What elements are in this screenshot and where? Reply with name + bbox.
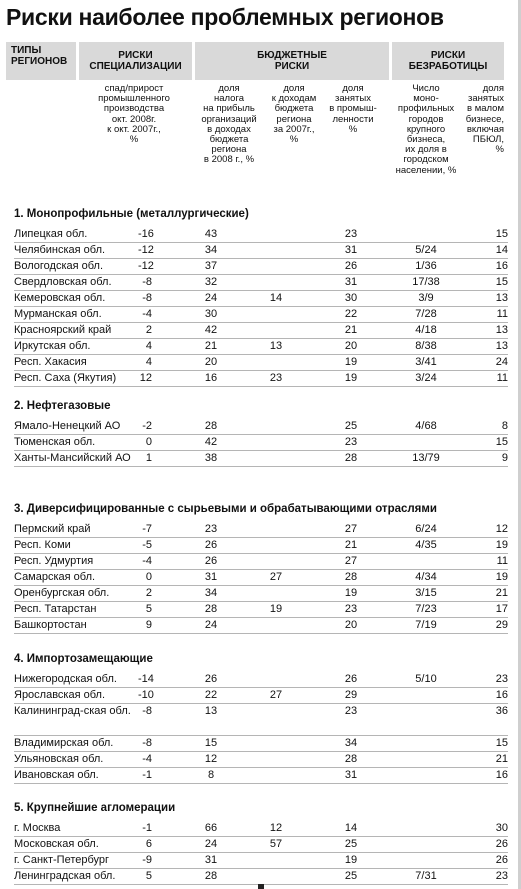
header-specialization-risks (79, 42, 192, 80)
cell-v3: 12 (269, 822, 283, 834)
cell-v2: 24 (204, 292, 218, 304)
cell-v6: 36 (495, 705, 508, 717)
cell-v4: 19 (344, 356, 358, 368)
header-label: СПЕЦИАЛИЗАЦИИ (89, 61, 182, 72)
subheader-line: % (348, 123, 358, 135)
region-name: Челябинская обл. (14, 244, 106, 256)
subheader-line: в промыш- (329, 103, 377, 115)
subheader-line: доля (482, 83, 504, 94)
cell-v3: 27 (269, 689, 283, 701)
cell-v1: 4 (145, 356, 152, 368)
cell-v1: -4 (142, 308, 152, 320)
cell-v6: 30 (495, 822, 508, 834)
header-label: ТИПЫ (11, 45, 42, 56)
cell-v3: 27 (269, 571, 283, 583)
region-name: Вологодская обл. (14, 260, 104, 272)
cell-v1: -16 (138, 228, 154, 240)
region-name: г. Москва (14, 822, 61, 834)
table-row (14, 306, 508, 323)
table-row (14, 585, 508, 602)
subheader-line: % (495, 144, 504, 156)
header-budget-risks (195, 42, 389, 80)
cell-v5: 3/9 (418, 292, 434, 304)
cell-v5: 4/68 (415, 420, 437, 432)
cell-v2: 23 (204, 523, 218, 535)
cell-v1: -8 (142, 705, 152, 717)
cell-v1: 2 (145, 587, 152, 599)
cell-v4: 23 (344, 436, 358, 448)
table-row (14, 521, 508, 538)
subheader-line: крупного (406, 123, 446, 135)
table-row (14, 671, 508, 688)
cell-v6: 26 (495, 838, 508, 850)
subheader-line: моно- (413, 93, 439, 105)
cell-v6: 16 (495, 769, 508, 781)
header-unemployment-risks (392, 42, 504, 80)
cell-v2: 28 (204, 603, 218, 615)
subheader-s6 (458, 84, 504, 155)
region-name: Респ. Хакасия (14, 356, 87, 368)
subheader-line: организаций (201, 113, 257, 125)
region-name: Пермский край (14, 523, 91, 535)
cell-v6: 13 (495, 292, 508, 304)
table-row (14, 751, 508, 768)
region-name: Кемеровская обл. (14, 292, 106, 304)
cell-v6: 14 (495, 244, 508, 256)
cell-v6: 19 (495, 571, 508, 583)
table-row (14, 735, 508, 752)
subheader-s1 (86, 84, 182, 145)
cell-v6: 24 (495, 356, 508, 368)
cell-v5: 3/15 (415, 587, 437, 599)
region-name: Респ. Татарстан (14, 603, 97, 615)
subheader-line: профильных (397, 103, 455, 115)
cell-v2: 31 (204, 571, 218, 583)
region-name: Московская обл. (14, 838, 99, 850)
cell-v4: 20 (344, 340, 358, 352)
cell-v4: 19 (344, 372, 358, 384)
cell-v2: 28 (204, 870, 218, 882)
table-row (14, 354, 508, 371)
cell-v5: 7/28 (415, 308, 437, 320)
cell-v2: 43 (204, 228, 218, 240)
cell-v2: 42 (204, 436, 218, 448)
region-name: Респ. Удмуртия (14, 555, 94, 567)
cell-v4: 34 (344, 737, 358, 749)
subheader-line: к доходам (271, 93, 317, 105)
cell-v5: 6/24 (415, 523, 437, 535)
subheader-line: их доля в (405, 144, 447, 156)
cell-v2: 15 (204, 737, 218, 749)
cell-v1: -7 (142, 523, 152, 535)
region-name: Иркутская обл. (14, 340, 91, 352)
subheader-line: за 2007г., (273, 123, 315, 135)
header-label: БЮДЖЕТНЫЕ (257, 50, 327, 61)
cell-v1: -1 (142, 769, 152, 781)
subheader-line: % (289, 134, 299, 146)
page-marker (258, 884, 264, 889)
cell-v4: 25 (344, 870, 358, 882)
region-name: Свердловская обл. (14, 276, 112, 288)
cell-v6: 13 (495, 340, 508, 352)
cell-v3: 23 (269, 372, 283, 384)
table-row (14, 450, 508, 467)
cell-v6: 11 (496, 555, 508, 567)
table-row (14, 370, 508, 387)
region-name: Ямало-Ненецкий АО (14, 420, 121, 432)
cell-v6: 15 (495, 737, 508, 749)
cell-v6: 12 (495, 523, 508, 535)
subheader-line: городов (408, 113, 444, 125)
cell-v1: 9 (145, 619, 152, 631)
cell-v6: 15 (495, 228, 508, 240)
cell-v5: 3/24 (415, 372, 437, 384)
cell-v1: -2 (142, 420, 152, 432)
subheader-line: ПБЮЛ, (472, 134, 504, 146)
cell-v2: 66 (204, 822, 218, 834)
table-row (14, 274, 508, 291)
cell-v2: 26 (204, 673, 218, 685)
subheader-line: доля (218, 83, 240, 94)
subheader-line: бизнесе, (465, 113, 504, 125)
subheader-line: на прибыль (203, 103, 255, 115)
cell-v2: 26 (204, 539, 218, 551)
cell-v3: 13 (269, 340, 283, 352)
subheader-line: налога (213, 93, 244, 105)
cell-v2: 16 (204, 372, 218, 384)
cell-v1: -4 (142, 555, 152, 567)
cell-v2: 13 (204, 705, 218, 717)
cell-v4: 27 (344, 523, 358, 535)
cell-v2: 28 (204, 420, 218, 432)
cell-v3: 57 (269, 838, 283, 850)
cell-v1: -4 (142, 753, 152, 765)
subheader-line: в малом (467, 103, 504, 115)
subheader-line: производства (103, 103, 165, 115)
cell-v4: 29 (344, 689, 358, 701)
region-name: Калининград-ская обл. (14, 705, 131, 717)
cell-v4: 23 (344, 705, 358, 717)
subheader-line: к окт. 2007г., (107, 123, 161, 135)
cell-v2: 31 (204, 854, 218, 866)
cell-v4: 14 (344, 822, 358, 834)
subheader-line: % (129, 134, 139, 146)
cell-v2: 32 (204, 276, 218, 288)
subheader-line: в доходах (207, 123, 251, 135)
cell-v5: 7/19 (415, 619, 437, 631)
subheader-s4 (324, 84, 382, 135)
cell-v2: 24 (204, 838, 218, 850)
cell-v6: 21 (495, 587, 508, 599)
subheader-s2 (196, 84, 262, 166)
cell-v5: 5/10 (415, 673, 437, 685)
header-region-types (6, 42, 76, 80)
header-label: БЕЗРАБОТИЦЫ (408, 61, 488, 72)
cell-v6: 16 (495, 260, 508, 272)
cell-v4: 25 (344, 420, 358, 432)
region-name: Ленинградская обл. (14, 870, 116, 882)
cell-v1: 5 (145, 870, 152, 882)
cell-v2: 37 (204, 260, 218, 272)
cell-v4: 23 (344, 603, 358, 615)
cell-v4: 28 (344, 571, 358, 583)
cell-v5: 7/31 (415, 870, 437, 882)
cell-v4: 31 (344, 244, 358, 256)
table-row (14, 569, 508, 586)
section-title: 3. Диверсифицированные с сырьевыми и обрабатывающими отраслями (14, 503, 437, 515)
cell-v5: 3/41 (415, 356, 437, 368)
cell-v1: -12 (138, 260, 154, 272)
cell-v4: 31 (344, 769, 358, 781)
cell-v2: 26 (204, 555, 218, 567)
subheader-line: доля (342, 83, 364, 94)
cell-v1: -12 (138, 244, 154, 256)
region-name: Владимирская обл. (14, 737, 114, 749)
cell-v5: 17/38 (412, 276, 440, 288)
table-row (14, 703, 508, 736)
cell-v1: -5 (142, 539, 152, 551)
cell-v1: -8 (142, 737, 152, 749)
cell-v1: -8 (142, 292, 152, 304)
cell-v1: 12 (139, 372, 152, 384)
cell-v4: 21 (344, 539, 358, 551)
table-row (14, 418, 508, 435)
table-row (14, 434, 508, 451)
subheader-line: бюджета (274, 103, 314, 115)
cell-v5: 1/36 (415, 260, 437, 272)
section-title: 1. Монопрофильные (металлургические) (14, 208, 249, 220)
cell-v6: 13 (495, 324, 508, 336)
subheader-line: региона (276, 113, 312, 125)
subheader-line: спад/прирост (104, 83, 164, 94)
region-name: г. Санкт-Петербург (14, 854, 110, 866)
subheader-line: промышленного (98, 93, 170, 105)
subheader-line: включая (466, 123, 504, 135)
cell-v6: 9 (501, 452, 508, 464)
table-row (14, 537, 508, 554)
cell-v4: 26 (344, 260, 358, 272)
cell-v6: 29 (495, 619, 508, 631)
region-name: Ханты-Мансийский АО (14, 452, 131, 464)
cell-v2: 21 (204, 340, 218, 352)
cell-v6: 23 (495, 673, 508, 685)
cell-v4: 26 (344, 673, 358, 685)
cell-v4: 25 (344, 838, 358, 850)
region-name: Тюменская обл. (14, 436, 96, 448)
region-name: Ярославская обл. (14, 689, 106, 701)
table-row (14, 242, 508, 259)
region-name: Ивановская обл. (14, 769, 99, 781)
subheader-line: ленности (332, 113, 374, 125)
table-row (14, 852, 508, 869)
cell-v4: 30 (344, 292, 358, 304)
cell-v6: 15 (495, 436, 508, 448)
cell-v4: 23 (344, 228, 358, 240)
cell-v6: 11 (496, 372, 508, 384)
table-row (14, 338, 508, 355)
cell-v5: 5/24 (415, 244, 437, 256)
subheader-line: в 2008 г., % (203, 154, 255, 166)
cell-v2: 30 (204, 308, 218, 320)
cell-v2: 12 (204, 753, 218, 765)
cell-v2: 34 (204, 587, 218, 599)
cell-v6: 17 (495, 603, 508, 615)
region-name: Респ. Коми (14, 539, 71, 551)
cell-v1: 5 (145, 603, 152, 615)
cell-v1: -8 (142, 276, 152, 288)
cell-v4: 28 (344, 452, 358, 464)
subheader-line: городском (403, 154, 449, 166)
cell-v1: 1 (145, 452, 152, 464)
cell-v1: -14 (138, 673, 154, 685)
cell-v6: 15 (495, 276, 508, 288)
cell-v5: 4/18 (415, 324, 437, 336)
region-name: Липецкая обл. (14, 228, 88, 240)
subheader-line: занятых (468, 93, 504, 105)
table-row (14, 553, 508, 570)
region-name: Мурманская обл. (14, 308, 102, 320)
cell-v5: 7/23 (415, 603, 437, 615)
cell-v6: 21 (495, 753, 508, 765)
region-name: Оренбургская обл. (14, 587, 110, 599)
cell-v3: 19 (269, 603, 283, 615)
subheader-line: доля (283, 83, 305, 94)
cell-v5: 13/79 (412, 452, 440, 464)
region-name: Респ. Саха (Якутия) (14, 372, 117, 384)
cell-v4: 31 (344, 276, 358, 288)
cell-v4: 20 (344, 619, 358, 631)
region-name: Ульяновская обл. (14, 753, 104, 765)
cell-v2: 42 (204, 324, 218, 336)
table-row (14, 767, 508, 784)
cell-v1: 0 (145, 436, 152, 448)
region-name: Самарская обл. (14, 571, 96, 583)
table-row (14, 687, 508, 704)
cell-v4: 21 (344, 324, 358, 336)
subheader-line: бизнеса, (406, 134, 446, 146)
header-label: РЕГИОНОВ (11, 56, 68, 67)
subheader-s3 (264, 84, 324, 145)
header-label: РИСКИ (274, 61, 310, 72)
section-title: 2. Нефтегазовые (14, 400, 111, 412)
table-row (14, 601, 508, 618)
cell-v1: 2 (145, 324, 152, 336)
subheader-line: бюджета (209, 134, 249, 146)
cell-v2: 8 (207, 769, 215, 781)
page-title: Риски наиболее проблемных регионов (6, 4, 444, 30)
cell-v4: 22 (344, 308, 358, 320)
header-label: РИСКИ (118, 50, 153, 61)
cell-v4: 27 (344, 555, 358, 567)
subheader-line: региона (211, 144, 247, 156)
cell-v2: 38 (204, 452, 218, 464)
cell-v1: 6 (145, 838, 152, 850)
subheader-line: окт. 2008г. (111, 113, 157, 125)
cell-v4: 28 (344, 753, 358, 765)
table-row (14, 820, 508, 837)
cell-v1: 0 (145, 571, 152, 583)
cell-v6: 11 (496, 308, 508, 320)
cell-v5: 4/34 (415, 571, 437, 583)
table-row (14, 836, 508, 853)
region-name: Нижегородская обл. (14, 673, 117, 685)
section-title: 5. Крупнейшие агломерации (14, 802, 176, 814)
cell-v5: 4/35 (415, 539, 437, 551)
subheader-line: населении, % (395, 164, 457, 176)
table-row (14, 258, 508, 275)
table-row (14, 226, 508, 243)
cell-v1: -10 (138, 689, 154, 701)
region-name: Красноярский край (14, 324, 112, 336)
table-row (14, 868, 508, 885)
cell-v1: -1 (142, 822, 152, 834)
subheader-s5 (390, 84, 462, 176)
cell-v1: 4 (145, 340, 152, 352)
cell-v6: 23 (495, 870, 508, 882)
cell-v6: 19 (495, 539, 508, 551)
header-label: РИСКИ (430, 50, 466, 61)
cell-v6: 8 (501, 420, 508, 432)
cell-v2: 20 (204, 356, 218, 368)
subheader-line: занятых (335, 93, 371, 105)
cell-v2: 22 (204, 689, 218, 701)
cell-v4: 19 (344, 854, 358, 866)
table-row (14, 322, 508, 339)
section-title: 4. Импортозамещающие (14, 653, 153, 665)
cell-v6: 26 (495, 854, 508, 866)
region-name: Башкортостан (14, 619, 87, 631)
table-row (14, 290, 508, 307)
cell-v6: 16 (495, 689, 508, 701)
cell-v1: -9 (142, 854, 152, 866)
table-row (14, 617, 508, 634)
cell-v2: 24 (204, 619, 218, 631)
cell-v2: 34 (204, 244, 218, 256)
subheader-line: Число (412, 83, 440, 94)
cell-v3: 14 (269, 292, 283, 304)
cell-v4: 19 (344, 587, 358, 599)
cell-v5: 8/38 (415, 340, 437, 352)
